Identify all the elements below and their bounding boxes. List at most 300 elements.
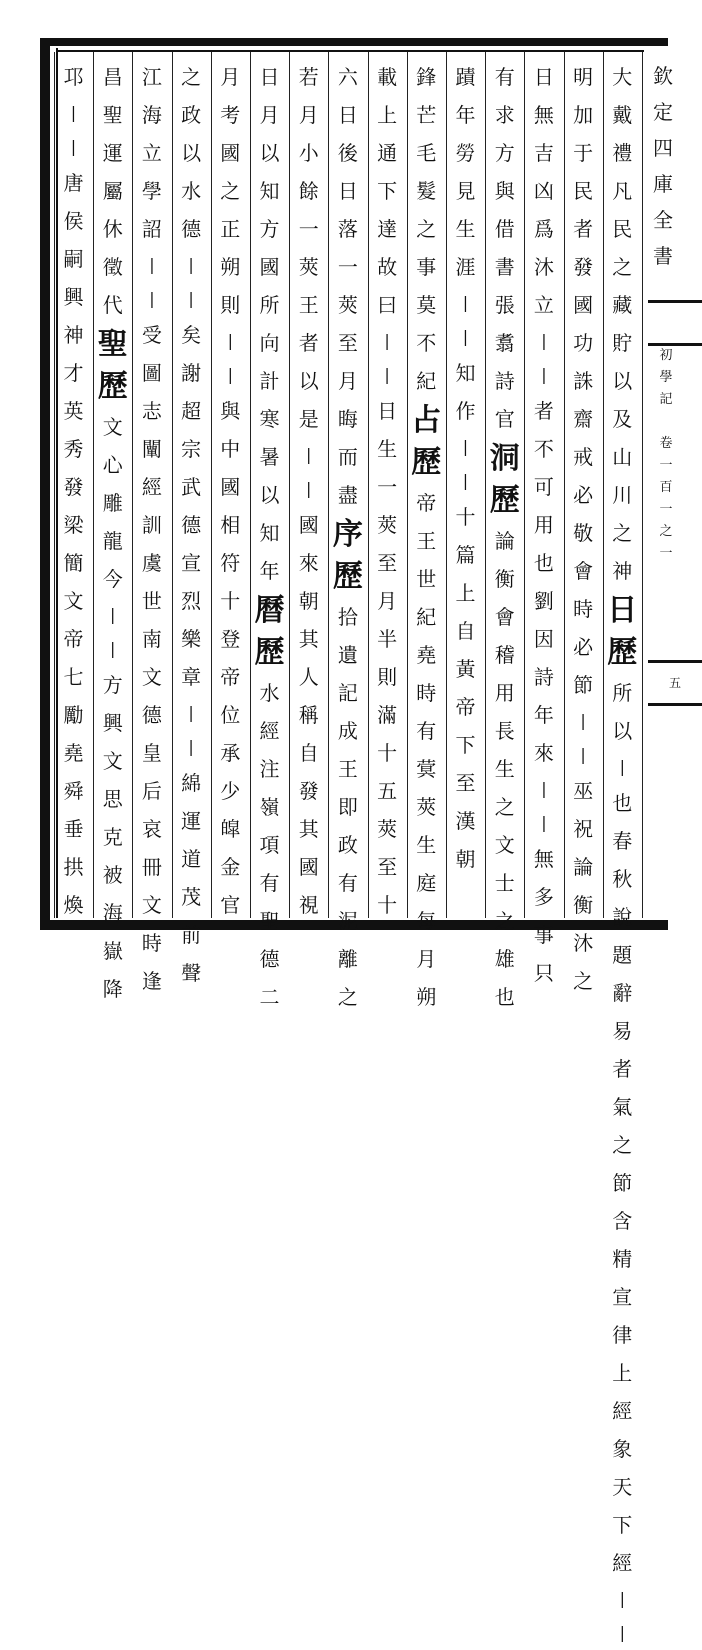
- repeat-mark: |: [541, 331, 547, 350]
- text-char: 雕: [102, 491, 123, 515]
- text-char: 因: [533, 627, 554, 651]
- text-char: 官: [220, 893, 241, 917]
- text-char: 莢: [416, 795, 437, 819]
- text-char: 神: [63, 323, 84, 347]
- text-char: 后: [141, 779, 162, 803]
- text-char: 學: [141, 179, 162, 203]
- text-char: 詩: [533, 665, 554, 689]
- text-char: 紀: [416, 369, 437, 393]
- text-char: 者: [612, 1057, 633, 1081]
- column-rule: [524, 52, 525, 918]
- text-char: 寒: [259, 407, 280, 431]
- repeat-mark: |: [149, 255, 155, 274]
- text-char: 一: [337, 255, 358, 279]
- headword-char: 歷: [254, 635, 285, 670]
- text-char: 文: [102, 749, 123, 773]
- column-rule: [368, 52, 369, 918]
- text-char: 思: [102, 787, 123, 811]
- text-char: 一: [298, 217, 319, 241]
- text-char: 庭: [416, 871, 437, 895]
- text-char: 而: [337, 445, 358, 469]
- text-char: 作: [455, 399, 476, 423]
- text-char: 芒: [416, 103, 437, 127]
- text-char: 龍: [102, 529, 123, 553]
- margin-info-char: 記: [659, 392, 673, 407]
- text-char: 道: [181, 847, 202, 871]
- text-char: 以: [259, 141, 280, 165]
- text-char: 春: [612, 829, 633, 853]
- text-char: 發: [573, 255, 594, 279]
- text-char: 侯: [63, 209, 84, 233]
- text-char: 宗: [181, 437, 202, 461]
- text-char: 有: [259, 871, 280, 895]
- text-char: 詩: [494, 369, 515, 393]
- text-char: 蹟: [455, 65, 476, 89]
- text-char: 國: [573, 293, 594, 317]
- text-char: 求: [494, 103, 515, 127]
- text-char: 二: [259, 985, 280, 1009]
- repeat-mark: |: [619, 1623, 625, 1642]
- text-char: 事: [533, 923, 554, 947]
- text-char: 冊: [141, 855, 162, 879]
- column-rule: [54, 52, 55, 918]
- text-column: [370, 58, 404, 916]
- text-char: 生: [416, 833, 437, 857]
- text-char: 邛: [63, 65, 84, 89]
- text-char: 每: [416, 909, 437, 933]
- text-char: 五: [377, 779, 398, 803]
- text-char: 堯: [416, 643, 437, 667]
- margin-title-char: 欽: [653, 64, 673, 88]
- text-char: 中: [220, 437, 241, 461]
- text-char: 節: [612, 1171, 633, 1195]
- text-char: 之: [573, 969, 594, 993]
- repeat-mark: |: [580, 745, 586, 764]
- text-char: 落: [337, 217, 358, 241]
- text-char: 垂: [63, 817, 84, 841]
- text-char: 年: [533, 703, 554, 727]
- text-char: 也: [533, 551, 554, 575]
- text-char: 遺: [337, 643, 358, 667]
- text-char: 方: [494, 141, 515, 165]
- text-char: 民: [573, 179, 594, 203]
- text-char: 齋: [573, 407, 594, 431]
- margin-info-char: 一: [659, 502, 673, 517]
- text-char: 嶽: [102, 939, 123, 963]
- margin-title: [648, 58, 678, 298]
- text-char: 川: [612, 483, 633, 507]
- text-char: 闡: [141, 437, 162, 461]
- text-char: 相: [220, 513, 241, 537]
- text-char: 堯: [63, 741, 84, 765]
- text-char: 天: [612, 1475, 633, 1499]
- text-char: 之: [494, 795, 515, 819]
- headword-char: 日: [607, 593, 638, 628]
- text-char: 勵: [63, 703, 84, 727]
- text-char: 視: [298, 893, 319, 917]
- text-char: 嗣: [63, 247, 84, 271]
- repeat-mark: |: [149, 289, 155, 308]
- text-char: 年: [455, 103, 476, 127]
- column-rule: [132, 52, 133, 918]
- text-char: 以: [612, 719, 633, 743]
- text-char: 自: [298, 741, 319, 765]
- repeat-mark: |: [109, 605, 116, 624]
- text-char: 必: [573, 483, 594, 507]
- text-char: 若: [298, 65, 319, 89]
- text-column: [527, 58, 561, 985]
- text-char: 皡: [220, 817, 241, 841]
- text-char: 運: [181, 809, 202, 833]
- text-char: 昌: [102, 65, 123, 89]
- text-char: 翥: [494, 331, 515, 355]
- headword-char: 歷: [411, 445, 442, 480]
- text-char: 精: [612, 1247, 633, 1271]
- text-char: 登: [220, 627, 241, 651]
- text-char: 發: [298, 779, 319, 803]
- text-char: 王: [298, 293, 319, 317]
- text-char: 訓: [141, 513, 162, 537]
- text-char: 題: [612, 943, 633, 967]
- headword-char: 占: [411, 403, 442, 438]
- text-char: 莫: [416, 293, 437, 317]
- text-char: 運: [102, 141, 123, 165]
- text-char: 計: [259, 369, 280, 393]
- text-char: 生: [377, 437, 398, 461]
- text-char: 成: [337, 719, 358, 743]
- headword-char: 歷: [97, 369, 128, 404]
- text-char: 必: [573, 635, 594, 659]
- margin-title-char: 定: [653, 100, 673, 124]
- text-char: 其: [298, 627, 319, 651]
- text-char: 巫: [573, 779, 594, 803]
- text-char: 論: [494, 529, 515, 553]
- text-char: 月: [337, 369, 358, 393]
- headword-char: 曆: [254, 593, 285, 628]
- text-char: 月: [377, 589, 398, 613]
- text-column: [409, 58, 443, 1009]
- text-char: 辭: [612, 981, 633, 1005]
- headword-char: 洞: [489, 441, 520, 476]
- repeat-mark: |: [384, 331, 390, 350]
- text-column: [292, 58, 326, 916]
- text-char: 來: [533, 741, 554, 765]
- text-char: 紀: [416, 605, 437, 629]
- text-char: 會: [494, 605, 515, 629]
- text-column: [135, 58, 169, 993]
- text-char: 煥: [63, 893, 84, 917]
- text-char: 功: [573, 331, 594, 355]
- text-char: 至: [377, 855, 398, 879]
- text-char: 世: [141, 589, 162, 613]
- text-char: 篇: [455, 543, 476, 567]
- text-char: 者: [298, 331, 319, 355]
- text-char: 經: [612, 1399, 633, 1423]
- text-char: 以: [259, 483, 280, 507]
- text-char: 之: [416, 217, 437, 241]
- text-column: [57, 58, 91, 916]
- text-char: 帝: [63, 627, 84, 651]
- text-char: 知: [259, 179, 280, 203]
- text-char: 月: [416, 947, 437, 971]
- text-char: 髮: [416, 179, 437, 203]
- text-char: 正: [220, 217, 241, 241]
- text-char: 章: [181, 665, 202, 689]
- column-rule: [603, 52, 604, 918]
- fish-tail-mark: [648, 300, 702, 346]
- page-number: 五: [668, 676, 681, 690]
- text-char: 以: [612, 369, 633, 393]
- text-char: 拱: [63, 855, 84, 879]
- text-char: 莢: [377, 817, 398, 841]
- text-char: 德: [181, 217, 202, 241]
- text-char: 才: [63, 361, 84, 385]
- text-char: 經: [612, 1551, 633, 1575]
- text-char: 水: [181, 179, 202, 203]
- text-char: 克: [102, 825, 123, 849]
- text-char: 下: [455, 733, 476, 757]
- text-char: 矣: [181, 323, 202, 347]
- headword-char: 序: [332, 517, 363, 552]
- text-char: 秋: [612, 867, 633, 891]
- text-char: 人: [298, 665, 319, 689]
- text-char: 聖: [259, 909, 280, 933]
- text-char: 烈: [181, 589, 202, 613]
- text-char: 誅: [573, 369, 594, 393]
- text-char: 盡: [337, 483, 358, 507]
- column-rule: [211, 52, 212, 918]
- text-char: 十: [377, 893, 398, 917]
- text-char: 則: [220, 293, 241, 317]
- text-char: 蓂: [416, 757, 437, 781]
- text-char: 十: [377, 741, 398, 765]
- repeat-mark: |: [462, 471, 469, 490]
- repeat-mark: |: [580, 711, 586, 730]
- text-char: 氣: [612, 1095, 633, 1119]
- text-char: 之: [220, 179, 241, 203]
- text-char: 生: [494, 757, 515, 781]
- column-rule: [172, 52, 173, 918]
- text-char: 與: [494, 179, 515, 203]
- text-column: [213, 58, 247, 916]
- text-char: 是: [298, 407, 319, 431]
- text-char: 之: [181, 65, 202, 89]
- text-char: 水: [259, 681, 280, 705]
- text-char: 莢: [377, 513, 398, 537]
- text-char: 莢: [337, 293, 358, 317]
- text-char: 日: [337, 103, 358, 127]
- text-char: 借: [494, 217, 515, 241]
- text-char: 代: [102, 293, 123, 317]
- text-char: 心: [102, 453, 123, 477]
- text-char: 虞: [141, 551, 162, 575]
- text-char: 士: [494, 871, 515, 895]
- column-rule: [93, 52, 94, 918]
- margin-info-char: [656, 411, 676, 433]
- text-char: 有: [337, 871, 358, 895]
- repeat-mark: |: [619, 1589, 625, 1608]
- text-char: 梁: [63, 513, 84, 537]
- text-char: 張: [494, 293, 515, 317]
- text-char: 國: [298, 513, 319, 537]
- text-char: 國: [259, 255, 280, 279]
- text-char: 帝: [455, 695, 476, 719]
- text-char: 英: [63, 399, 84, 423]
- text-char: 後: [337, 141, 358, 165]
- column-rule: [642, 52, 643, 918]
- text-char: 載: [377, 65, 398, 89]
- margin-info: [656, 345, 676, 645]
- margin-info-char: 學: [659, 370, 673, 385]
- text-char: 下: [377, 179, 398, 203]
- text-char: 帝: [220, 665, 241, 689]
- text-char: 長: [494, 719, 515, 743]
- text-char: 超: [181, 399, 202, 423]
- text-char: 劉: [533, 589, 554, 613]
- text-char: 聲: [181, 961, 202, 985]
- text-char: 政: [181, 103, 202, 127]
- text-char: 拾: [337, 605, 358, 629]
- text-char: 月: [298, 103, 319, 127]
- text-char: 項: [259, 833, 280, 857]
- text-column: [96, 58, 130, 1001]
- repeat-mark: |: [305, 445, 312, 464]
- text-char: 敬: [573, 521, 594, 545]
- repeat-mark: |: [384, 365, 390, 384]
- text-column: [605, 58, 639, 1642]
- text-char: 事: [416, 255, 437, 279]
- text-char: 朝: [298, 589, 319, 613]
- text-char: 雄: [494, 947, 515, 971]
- text-char: 者: [573, 217, 594, 241]
- text-char: 方: [102, 673, 123, 697]
- text-char: 半: [377, 627, 398, 651]
- text-char: 故: [377, 255, 398, 279]
- text-char: 政: [337, 833, 358, 857]
- text-char: 以: [298, 369, 319, 393]
- repeat-mark: |: [188, 737, 194, 756]
- text-char: 國: [298, 855, 319, 879]
- text-char: 嶺: [259, 795, 280, 819]
- text-char: 晦: [337, 407, 358, 431]
- text-char: 文: [494, 833, 515, 857]
- text-column: [253, 58, 287, 1009]
- text-char: 及: [612, 407, 633, 431]
- text-char: 也: [612, 791, 633, 815]
- text-char: 發: [63, 475, 84, 499]
- text-char: 象: [612, 1437, 633, 1461]
- text-column: [488, 58, 522, 1009]
- text-char: 月: [220, 65, 241, 89]
- text-char: 來: [298, 551, 319, 575]
- text-char: 月: [259, 103, 280, 127]
- column-rule: [485, 52, 486, 918]
- frame-top-border: [40, 38, 668, 46]
- text-char: 下: [612, 1513, 633, 1537]
- text-char: 上: [612, 1361, 633, 1385]
- text-char: 王: [337, 757, 358, 781]
- text-char: 則: [377, 665, 398, 689]
- text-char: 官: [494, 407, 515, 431]
- margin-title-char: 庫: [653, 172, 673, 196]
- text-char: 大: [612, 65, 633, 89]
- text-char: 七: [63, 665, 84, 689]
- text-char: 禮: [612, 141, 633, 165]
- text-char: 通: [377, 141, 398, 165]
- text-char: 屬: [102, 179, 123, 203]
- text-char: 加: [573, 103, 594, 127]
- text-column: [566, 58, 600, 993]
- text-column: [331, 58, 365, 1009]
- text-char: 者: [533, 399, 554, 423]
- text-char: 文: [141, 665, 162, 689]
- repeat-mark: |: [227, 365, 233, 384]
- text-char: 沐: [533, 255, 554, 279]
- text-char: 立: [141, 141, 162, 165]
- repeat-mark: |: [227, 331, 233, 350]
- text-char: 民: [612, 217, 633, 241]
- text-char: 注: [259, 757, 280, 781]
- text-char: 綿: [181, 771, 202, 795]
- text-char: 其: [298, 817, 319, 841]
- text-char: 詔: [141, 217, 162, 241]
- text-char: 承: [220, 741, 241, 765]
- text-char: 舜: [63, 779, 84, 803]
- text-char: 用: [494, 681, 515, 705]
- text-char: 年: [259, 559, 280, 583]
- repeat-mark: |: [462, 437, 469, 456]
- text-char: 江: [141, 65, 162, 89]
- text-char: 德: [259, 947, 280, 971]
- text-char: 簡: [63, 551, 84, 575]
- text-char: 不: [416, 331, 437, 355]
- text-char: 至: [337, 331, 358, 355]
- text-char: 于: [573, 141, 594, 165]
- text-char: 唐: [63, 171, 84, 195]
- text-char: 志: [141, 399, 162, 423]
- text-char: 凡: [612, 179, 633, 203]
- text-char: 戒: [573, 445, 594, 469]
- fish-tail-mark-lower: [648, 660, 702, 706]
- text-char: 戴: [612, 103, 633, 127]
- margin-title-char: 四: [653, 136, 673, 160]
- text-char: 節: [573, 673, 594, 697]
- frame-left-border: [40, 38, 50, 930]
- margin-title-char: 書: [653, 244, 673, 268]
- text-char: 所: [612, 681, 633, 705]
- text-char: 考: [220, 103, 241, 127]
- text-char: 方: [259, 217, 280, 241]
- text-char: 沐: [573, 931, 594, 955]
- text-char: 見: [455, 179, 476, 203]
- text-char: 日: [259, 65, 280, 89]
- text-char: 只: [533, 961, 554, 985]
- text-char: 藏: [612, 293, 633, 317]
- text-char: 稽: [494, 643, 515, 667]
- repeat-mark: |: [462, 293, 469, 312]
- headword-char: 歷: [489, 483, 520, 518]
- text-char: 滿: [377, 703, 398, 727]
- text-char: 日: [533, 65, 554, 89]
- text-char: 立: [533, 293, 554, 317]
- text-char: 國: [220, 475, 241, 499]
- text-char: 勞: [455, 141, 476, 165]
- text-char: 貯: [612, 331, 633, 355]
- text-char: 符: [220, 551, 241, 575]
- headword-char: 歷: [332, 559, 363, 594]
- inner-top-border: [56, 50, 644, 52]
- text-char: 樂: [181, 627, 202, 651]
